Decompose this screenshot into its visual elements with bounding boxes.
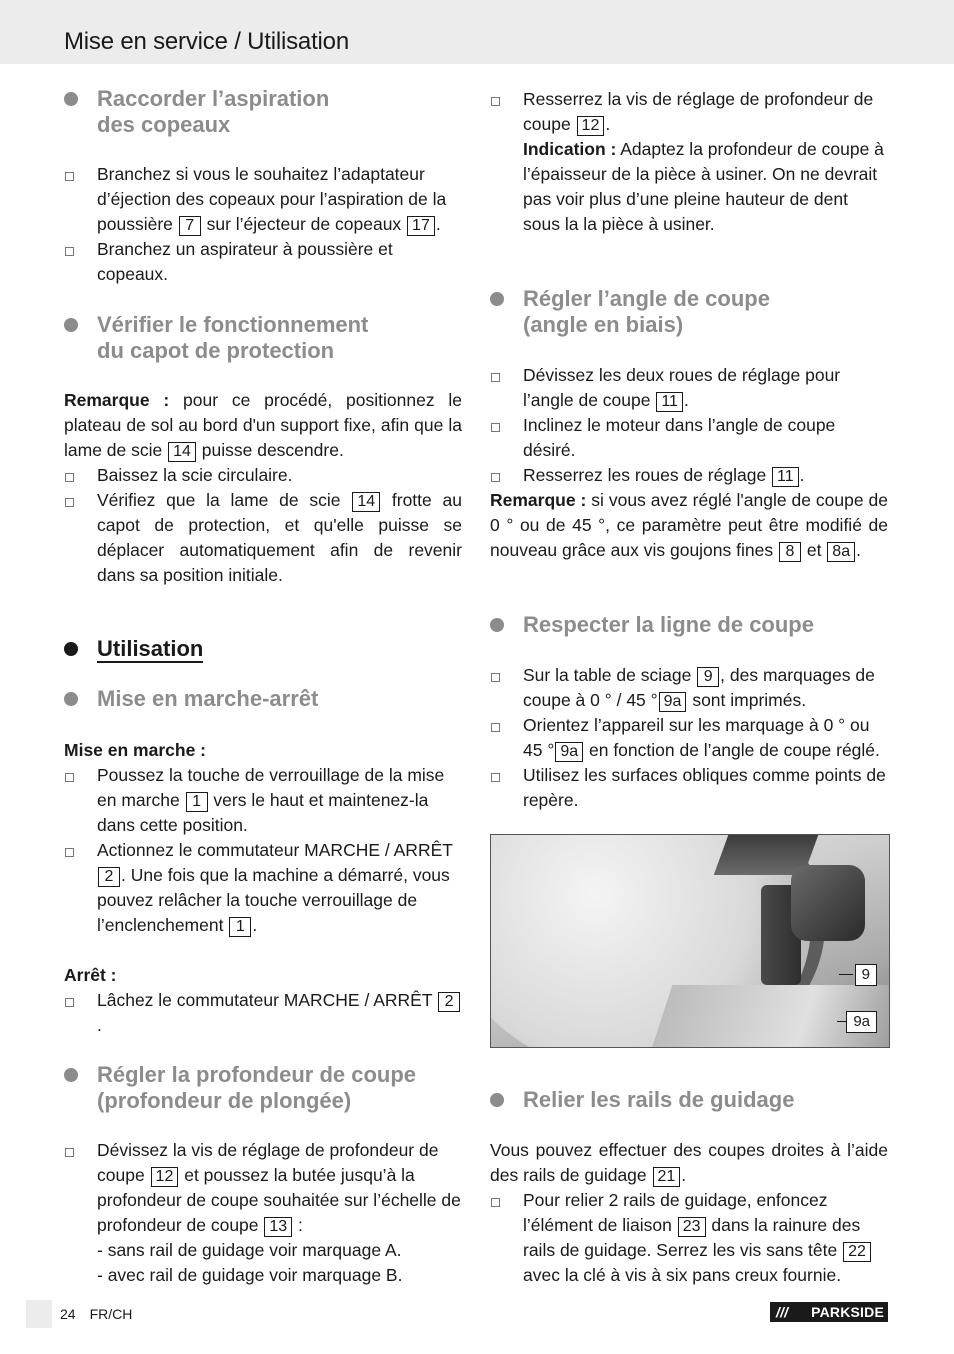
text: . bbox=[856, 540, 861, 560]
heading-line: (profondeur de plongée) bbox=[97, 1088, 352, 1113]
checkbox-square-icon bbox=[65, 172, 74, 181]
ref-number: 8a bbox=[827, 542, 855, 562]
ref-number: 9a bbox=[659, 692, 687, 712]
text-line: - avec rail de guidage voir marquage B. bbox=[97, 1265, 403, 1285]
list-item bbox=[64, 763, 462, 838]
heading-ligne-coupe bbox=[490, 612, 814, 638]
bullet-dot-icon bbox=[64, 1068, 78, 1082]
text: Inclinez le moteur dans l’angle de coupe désiré. bbox=[523, 415, 836, 460]
heading-capot bbox=[64, 312, 368, 364]
adjustment-knob-shape bbox=[791, 865, 865, 941]
list-angle bbox=[490, 363, 888, 488]
text: Dévissez les deux roues de réglage pour l’angle de coupe bbox=[523, 365, 841, 410]
text: Branchez si vous le souhaitez l’adaptateur d’éjection des copeaux pour l’aspiration de la poussière bbox=[97, 164, 447, 234]
text: Sur la table de sciage bbox=[523, 665, 697, 685]
list-item bbox=[64, 488, 462, 588]
list-aspiration bbox=[64, 162, 464, 287]
heading-line: Raccorder l’aspiration bbox=[97, 86, 330, 111]
text: puisse descendre. bbox=[196, 440, 344, 460]
heading-line: du capot de protection bbox=[97, 338, 335, 363]
list-item bbox=[490, 1188, 888, 1288]
text: sont imprimés. bbox=[687, 690, 807, 710]
saw-photo bbox=[490, 834, 890, 1048]
text: et poussez la butée jusqu’à la profondeur de coupe souhaitée sur l’échelle de profondeur de coupe bbox=[97, 1165, 461, 1235]
list-item bbox=[64, 1138, 462, 1288]
heading-line: Régler la profondeur de coupe bbox=[97, 1062, 417, 1087]
list-arret bbox=[64, 988, 462, 1038]
text-line: - sans rail de guidage voir marquage A. bbox=[97, 1240, 402, 1260]
text: . bbox=[435, 214, 441, 234]
ref-number: 2 bbox=[98, 867, 120, 887]
text: Vous pouvez effectuer des coupes droites à l’aide des rails de guidage bbox=[490, 1140, 888, 1185]
ref-number: 8 bbox=[779, 542, 801, 562]
list-item bbox=[490, 463, 888, 488]
bullet-dot-icon bbox=[490, 1093, 504, 1107]
text: Adaptez la profondeur de coupe à l’épaisseur de la pièce à usiner. On ne devrait pas voir plus d’une pleine hauteur de dent sous la la pièce à usiner. bbox=[523, 139, 884, 234]
leader-line bbox=[839, 974, 853, 975]
checkbox-square-icon bbox=[491, 723, 500, 732]
text: Vérifiez que la lame de scie bbox=[97, 490, 352, 510]
heading-line: Vérifier le fonctionnement bbox=[97, 312, 369, 337]
checkbox-square-icon bbox=[65, 498, 74, 507]
note-label: Remarque : bbox=[490, 490, 587, 510]
note-capot bbox=[64, 388, 462, 463]
list-item bbox=[490, 663, 888, 713]
heading-angle bbox=[490, 286, 770, 338]
heading-rails bbox=[490, 1087, 794, 1113]
checkbox-square-icon bbox=[65, 1148, 74, 1157]
text: Actionnez le commutateur MARCHE / ARRÊT bbox=[97, 840, 453, 860]
ref-number: 11 bbox=[656, 392, 683, 412]
text: Dévissez la vis de réglage de profondeur de coupe bbox=[97, 1140, 439, 1185]
list-profondeur bbox=[64, 1138, 462, 1288]
text: dans la rainure des rails de guidage. Serrez les vis sans tête bbox=[523, 1215, 861, 1260]
checkbox-square-icon bbox=[491, 373, 500, 382]
heading-line: Mise en marche-arrêt bbox=[97, 686, 319, 711]
checkbox-square-icon bbox=[491, 423, 500, 432]
callout-9a: 9a bbox=[846, 1011, 877, 1033]
label-arret: Arrêt : bbox=[64, 965, 117, 985]
checkbox-square-icon bbox=[65, 848, 74, 857]
list-item bbox=[64, 838, 462, 938]
checkbox-square-icon bbox=[65, 247, 74, 256]
text: frotte au capot de protection, et qu'elle puisse se déplacer automatiquement afin de revenir dans sa position initiale. bbox=[97, 490, 462, 585]
text: Baissez la scie circulaire. bbox=[97, 465, 293, 485]
ref-number: 1 bbox=[229, 917, 251, 937]
ref-number: 9a bbox=[555, 742, 583, 762]
text: en fonction de l’angle de coupe réglé. bbox=[584, 740, 880, 760]
heading-line: (angle en biais) bbox=[523, 312, 684, 337]
text: Lâchez le commutateur MARCHE / ARRÊT bbox=[97, 990, 438, 1010]
text: , des marquages de coupe à 0 ° / 45 ° bbox=[523, 665, 875, 710]
text: . bbox=[681, 1165, 687, 1185]
list-item bbox=[490, 363, 888, 413]
indication bbox=[523, 137, 888, 237]
checkbox-square-icon bbox=[491, 773, 500, 782]
heading-marche-arret bbox=[64, 686, 318, 712]
ref-number: 7 bbox=[179, 216, 201, 236]
bullet-dot-icon bbox=[490, 618, 504, 632]
list-item bbox=[490, 413, 888, 463]
text: . bbox=[605, 114, 611, 134]
ref-number: 11 bbox=[772, 467, 799, 487]
checkbox-square-icon bbox=[65, 773, 74, 782]
ref-number: 13 bbox=[264, 1217, 292, 1237]
list-item bbox=[64, 162, 464, 237]
list-item bbox=[490, 763, 888, 813]
checkbox-square-icon bbox=[491, 97, 500, 106]
ref-number: 14 bbox=[352, 492, 380, 512]
text: Utilisez les surfaces obliques comme points de repère. bbox=[523, 765, 886, 810]
heading-line: Respecter la ligne de coupe bbox=[523, 612, 814, 637]
text: si vous avez réglé l'angle de coupe de 0 ° ou de 45 °, ce paramètre peut être modifié de nouveau grâce aux vis goujons fines bbox=[490, 490, 888, 560]
checkbox-square-icon bbox=[491, 1198, 500, 1207]
heading-line: Relier les rails de guidage bbox=[523, 1087, 795, 1112]
ref-number: 2 bbox=[438, 992, 460, 1012]
page-title: Mise en service / Utilisation bbox=[64, 28, 349, 55]
heading-line: Régler l’angle de coupe bbox=[523, 286, 770, 311]
indication-label: Indication : bbox=[523, 139, 617, 159]
bullet-dot-icon bbox=[490, 292, 504, 306]
text: : bbox=[293, 1215, 303, 1235]
text: . bbox=[97, 1015, 102, 1035]
list-item bbox=[490, 87, 888, 237]
checkbox-square-icon bbox=[65, 998, 74, 1007]
heading-utilisation bbox=[64, 636, 203, 662]
language-code: FR/CH bbox=[89, 1306, 133, 1322]
note-angle bbox=[490, 488, 888, 563]
text: et bbox=[801, 540, 827, 560]
ref-number: 9 bbox=[697, 667, 719, 687]
note-label: Remarque : bbox=[64, 390, 170, 410]
intro-rails bbox=[490, 1138, 888, 1188]
bullet-dot-icon bbox=[64, 692, 78, 706]
bullet-dot-icon bbox=[64, 92, 78, 106]
ref-number: 12 bbox=[151, 1167, 179, 1187]
bullet-dot-icon bbox=[64, 318, 78, 332]
checkbox-square-icon bbox=[491, 473, 500, 482]
brand-logo bbox=[770, 1302, 888, 1322]
footer-marker bbox=[26, 1300, 52, 1328]
list-item bbox=[490, 713, 888, 763]
list-mise-en-marche bbox=[64, 763, 462, 938]
heading-profondeur bbox=[64, 1062, 416, 1114]
text: vers le haut et maintenez-la dans cette position. bbox=[97, 790, 429, 835]
text: Poussez la touche de verrouillage de la mise en marche bbox=[97, 765, 445, 810]
list-resserrez bbox=[490, 87, 888, 237]
list-capot bbox=[64, 463, 462, 588]
text: . bbox=[799, 465, 805, 485]
ref-number: 12 bbox=[577, 116, 605, 136]
ref-number: 14 bbox=[168, 442, 196, 462]
ref-number: 21 bbox=[653, 1167, 681, 1187]
ref-number: 23 bbox=[678, 1217, 706, 1237]
text: avec la clé à vis à six pans creux fournie. bbox=[523, 1265, 842, 1285]
text: . bbox=[683, 390, 689, 410]
heading-aspiration bbox=[64, 86, 329, 138]
text: Resserrez les roues de réglage bbox=[523, 465, 772, 485]
text: pour ce procédé, positionnez le plateau de sol au bord d'un support fixe, afin que la lame de scie bbox=[64, 390, 462, 460]
checkbox-square-icon bbox=[491, 673, 500, 682]
callout-9: 9 bbox=[855, 964, 877, 986]
list-ligne-coupe bbox=[490, 663, 888, 813]
footer bbox=[60, 1306, 146, 1322]
list-item bbox=[64, 463, 462, 488]
brand-slashes-icon: /// bbox=[776, 1304, 789, 1320]
label-mise-en-marche: Mise en marche : bbox=[64, 740, 206, 760]
text: sur l’éjecteur de copeaux bbox=[201, 214, 407, 234]
list-item bbox=[64, 237, 464, 287]
page-number: 24 bbox=[60, 1306, 76, 1322]
heading-line: Utilisation bbox=[97, 636, 204, 661]
bullet-dot-icon bbox=[64, 642, 78, 656]
brand-name: PARKSIDE bbox=[811, 1304, 884, 1320]
text: . Une fois que la machine a démarré, vous pouvez relâcher la touche verrouillage de l’enclenchement bbox=[97, 865, 450, 935]
list-item bbox=[64, 988, 462, 1038]
checkbox-square-icon bbox=[65, 473, 74, 482]
text: Orientez l’appareil sur les marquage à 0 ° ou 45 ° bbox=[523, 715, 870, 760]
text: Resserrez la vis de réglage de profondeur de coupe bbox=[523, 89, 874, 134]
heading-line: des copeaux bbox=[97, 112, 231, 137]
ref-number: 17 bbox=[407, 216, 435, 236]
text: Branchez un aspirateur à poussière et copeaux. bbox=[97, 239, 393, 284]
ref-number: 22 bbox=[843, 1242, 871, 1262]
text: . bbox=[252, 915, 258, 935]
list-rails bbox=[490, 1188, 888, 1288]
text: Pour relier 2 rails de guidage, enfoncez l’élément de liaison bbox=[523, 1190, 828, 1235]
ref-number: 1 bbox=[186, 792, 208, 812]
